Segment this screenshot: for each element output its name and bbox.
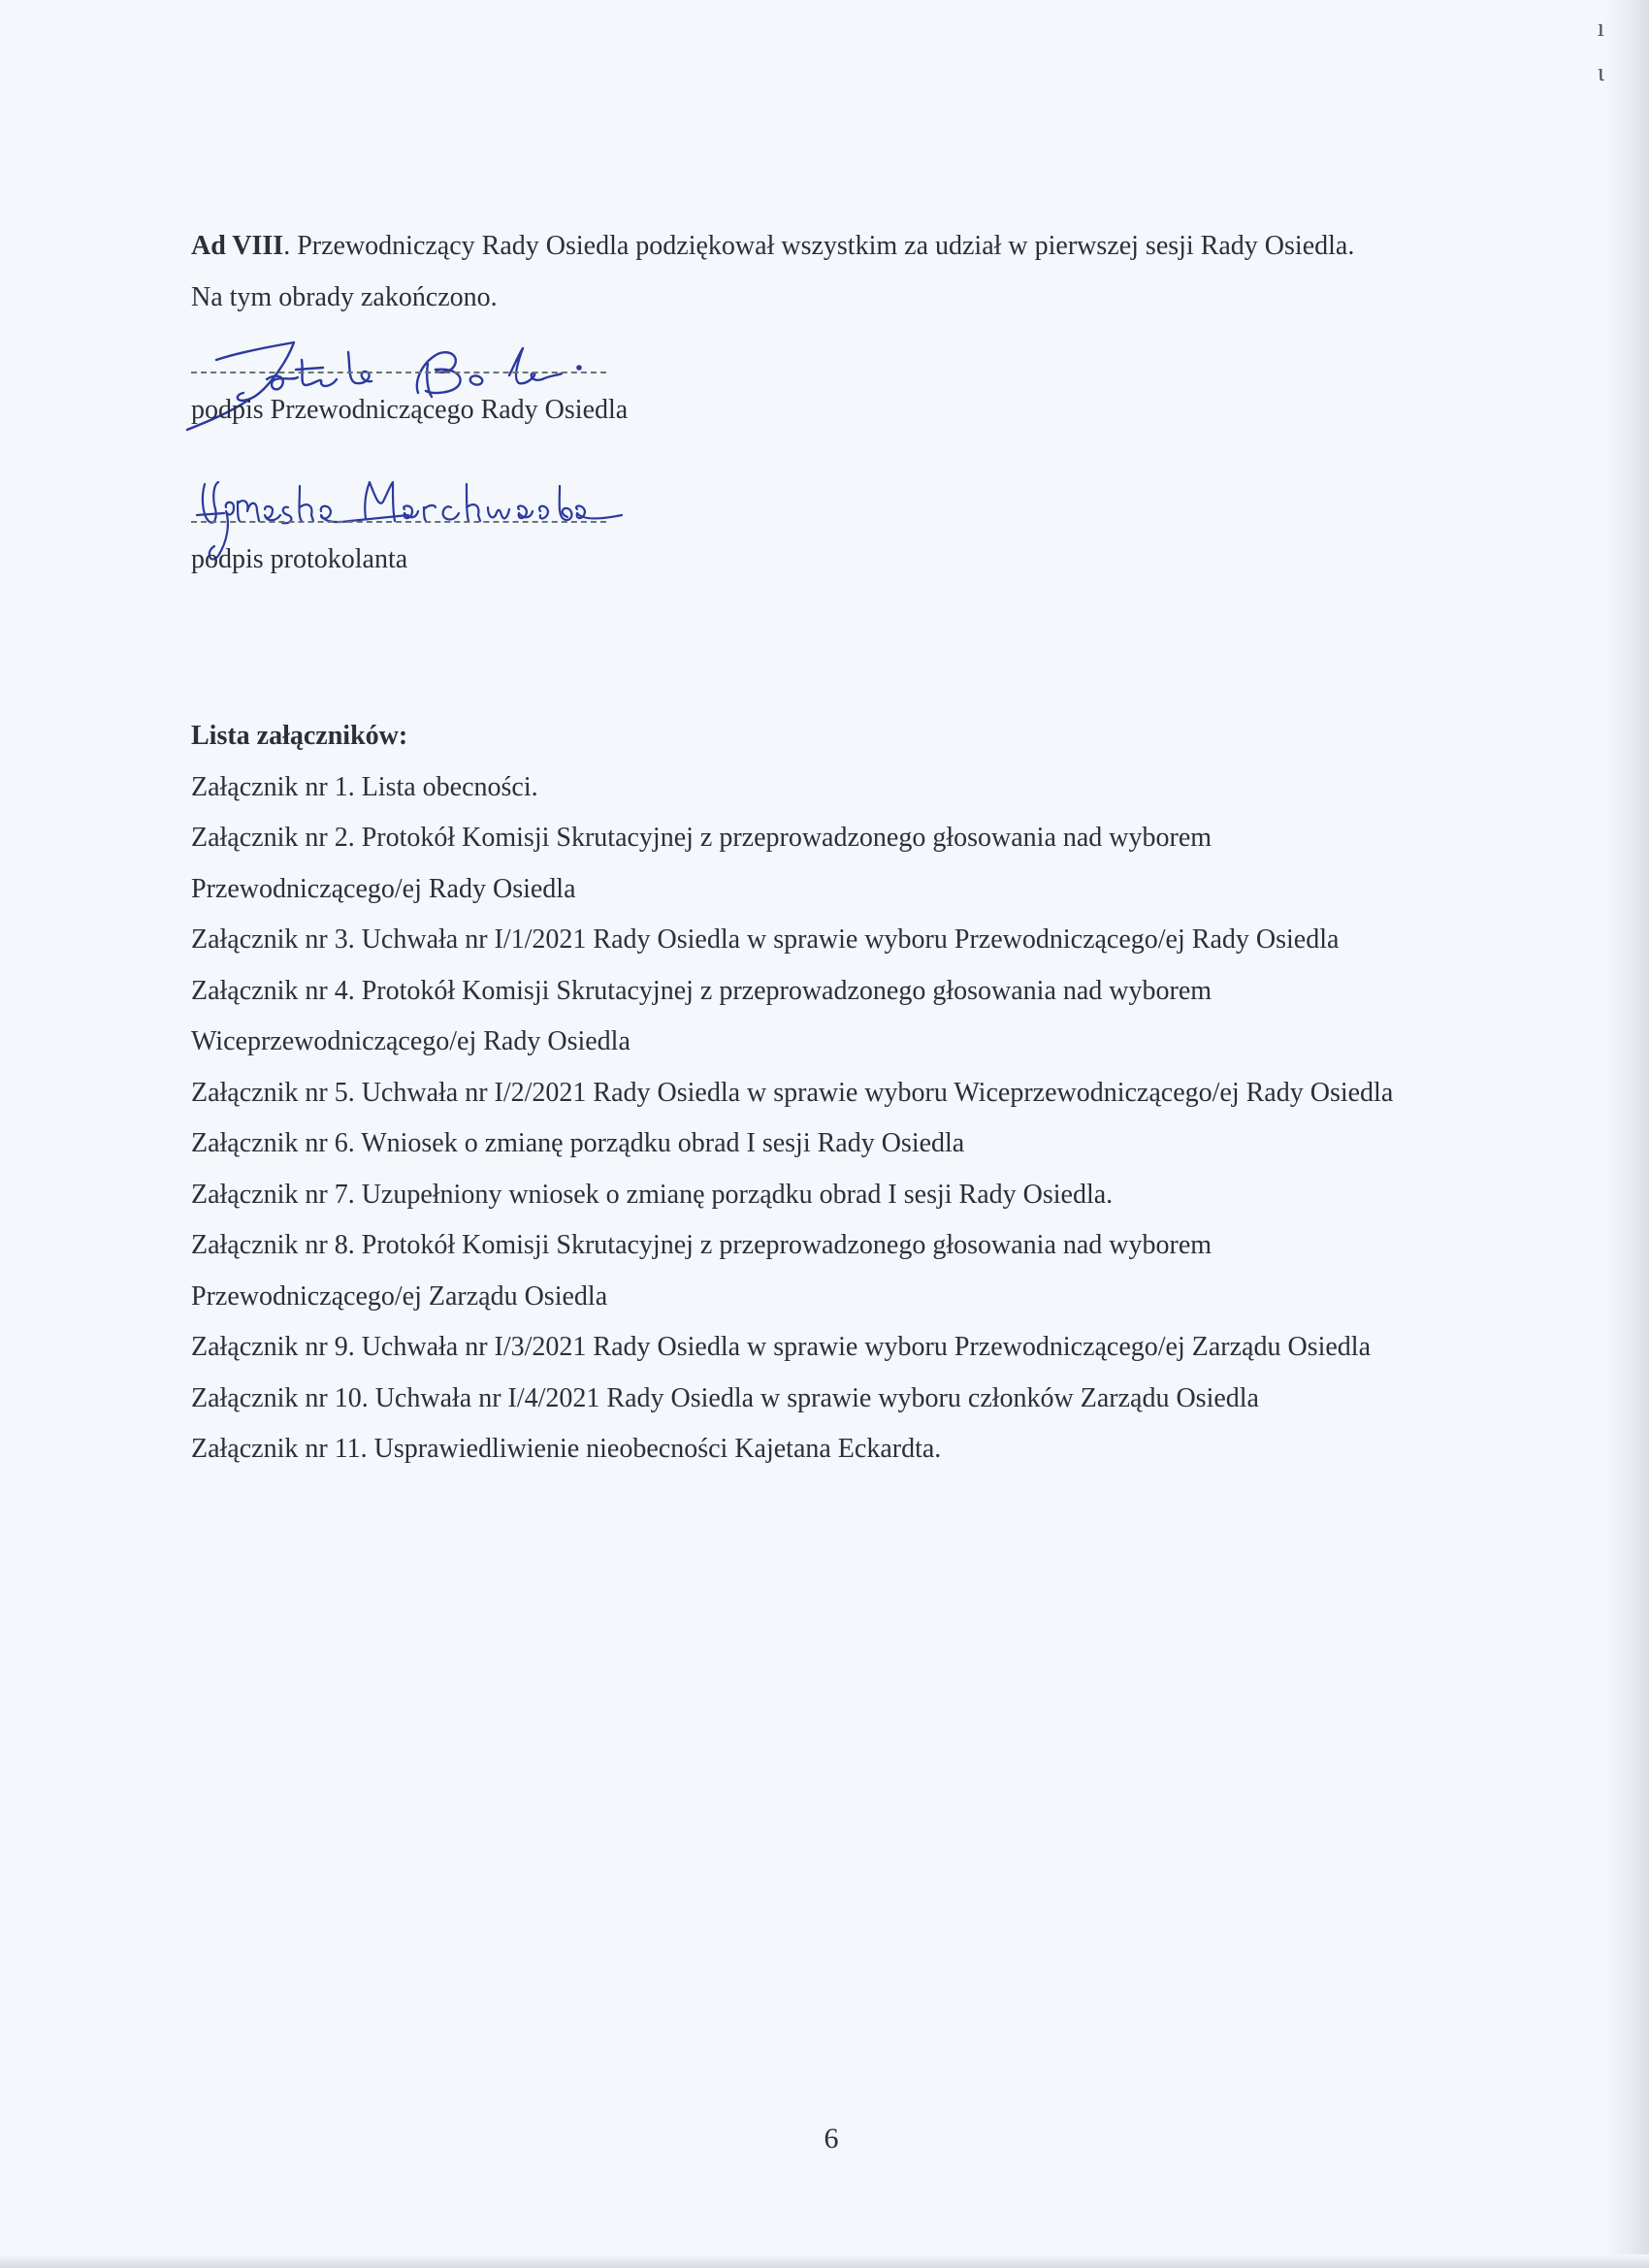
signature-line	[191, 521, 606, 523]
attachment-item: Załącznik nr 3. Uchwała nr I/1/2021 Rady Osiedla w sprawie wyboru Przewodniczącego/ej Rady Osiedla	[191, 924, 1340, 955]
scan-edge-shadow	[1604, 0, 1649, 2268]
attachment-item: Załącznik nr 4. Protokół Komisji Skrutacyjnej z przeprowadzonego głosowania nad wyborem Wiceprzewodniczącego/ej Rady Osiedla	[191, 975, 1212, 1056]
closing-text: . Przewodniczący Rady Osiedla podziękował wszystkim za udział w pierwszej sesji Rady Osiedla.	[283, 231, 1355, 261]
scan-bottom-shadow	[0, 2254, 1649, 2268]
attachment-item: Załącznik nr 1. Lista obecności.	[191, 771, 538, 802]
attachment-item: Załącznik nr 7. Uzupełniony wniosek o zmianę porządku obrad I sesji Rady Osiedla.	[191, 1179, 1114, 1210]
attachment-item: Załącznik nr 6. Wniosek o zmianę porządku obrad I sesji Rady Osiedla	[191, 1128, 965, 1158]
document-body	[191, 221, 1491, 1475]
closing-line: Na tym obrady zakończono.	[191, 281, 498, 312]
page-number: 6	[824, 2122, 839, 2155]
recorder-signature-caption: podpis protokolanta	[191, 544, 408, 574]
attachment-item: Załącznik nr 11. Usprawiedliwienie nieobecności Kajetana Eckardta.	[191, 1434, 942, 1464]
attachment-item: Załącznik nr 10. Uchwała nr I/4/2021 Rady Osiedla w sprawie wyboru członków Zarządu Osiedla	[191, 1382, 1259, 1413]
closing-paragraph	[191, 221, 1491, 273]
recorder-signature-block	[191, 478, 1491, 604]
scan-edge-mark: ı	[1597, 14, 1604, 42]
section-heading: Ad VIII	[191, 231, 284, 261]
attachment-item: Załącznik nr 9. Uchwała nr I/3/2021 Rady Osiedla w sprawie wyboru Przewodniczącego/ej Zarządu Osiedla	[191, 1332, 1372, 1362]
chairman-signature-block	[191, 333, 1491, 457]
attachments-title: Lista załączników:	[191, 721, 408, 751]
attachment-item: Załącznik nr 8. Protokół Komisji Skrutacyjnej z przeprowadzonego głosowania nad wyborem Przewodniczącego/ej Zarządu Osiedla	[191, 1230, 1212, 1312]
scan-edge-mark: ɩ	[1598, 58, 1604, 86]
chairman-signature-caption: podpis Przewodniczącego Rady Osiedla	[191, 395, 629, 425]
attachment-item: Załącznik nr 2. Protokół Komisji Skrutacyjnej z przeprowadzonego głosowania nad wyborem Przewodniczącego/ej Rady Osiedla	[191, 823, 1212, 904]
attachment-item: Załącznik nr 5. Uchwała nr I/2/2021 Rady Osiedla w sprawie wyboru Wiceprzewodniczącego/ej Rady Osiedla	[191, 1077, 1394, 1108]
signature-line	[191, 372, 606, 373]
